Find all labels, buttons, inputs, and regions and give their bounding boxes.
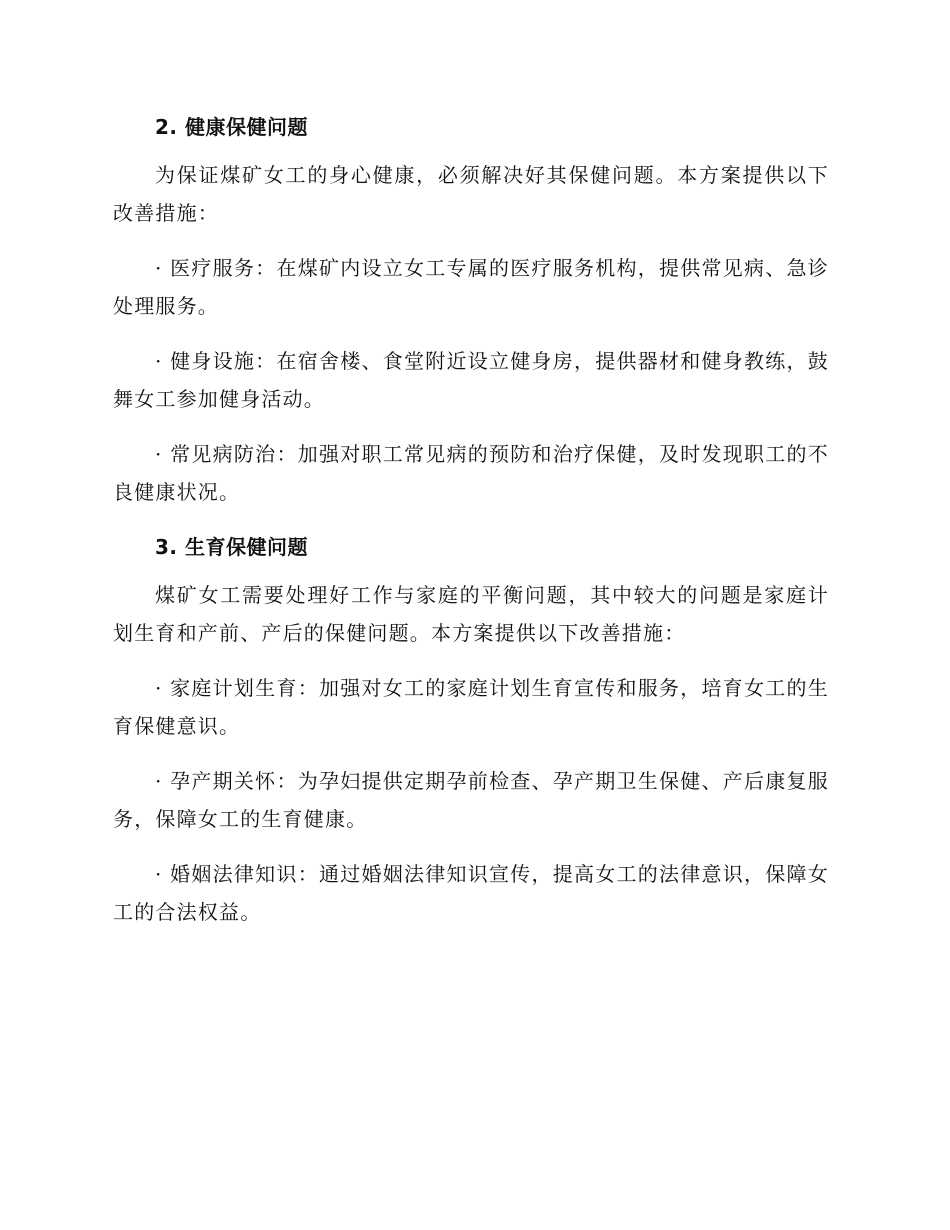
list-item-pregnancy-care: · 孕产期关怀：为孕妇提供定期孕前检查、孕产期卫生保健、产后康复服务，保障女工的生育健康。 — [113, 769, 829, 831]
document-body — [113, 108, 829, 948]
section-heading-health: 2. 健康保健问题 — [155, 115, 308, 139]
list-item-disease-prevention: · 常见病防治：加强对职工常见病的预防和治疗保健，及时发现职工的不良健康状况。 — [113, 442, 829, 504]
list-item-medical-service: · 医疗服务：在煤矿内设立女工专属的医疗服务机构，提供常见病、急诊处理服务。 — [113, 256, 829, 318]
list-item-marriage-law: · 婚姻法律知识：通过婚姻法律知识宣传，提高女工的法律意识，保障女工的合法权益。 — [113, 862, 829, 924]
list-item-family-planning: · 家庭计划生育：加强对女工的家庭计划生育宣传和服务，培育女工的生育保健意识。 — [113, 676, 829, 738]
section-intro-health: 为保证煤矿女工的身心健康，必须解决好其保健问题。本方案提供以下改善措施： — [113, 163, 829, 225]
section-heading-maternity: 3. 生育保健问题 — [155, 535, 308, 559]
section-intro-maternity: 煤矿女工需要处理好工作与家庭的平衡问题，其中较大的问题是家庭计划生育和产前、产后的保健问题。本方案提供以下改善措施： — [113, 583, 829, 645]
list-item-fitness-facility: · 健身设施：在宿舍楼、食堂附近设立健身房，提供器材和健身教练，鼓舞女工参加健身活动。 — [113, 349, 829, 411]
